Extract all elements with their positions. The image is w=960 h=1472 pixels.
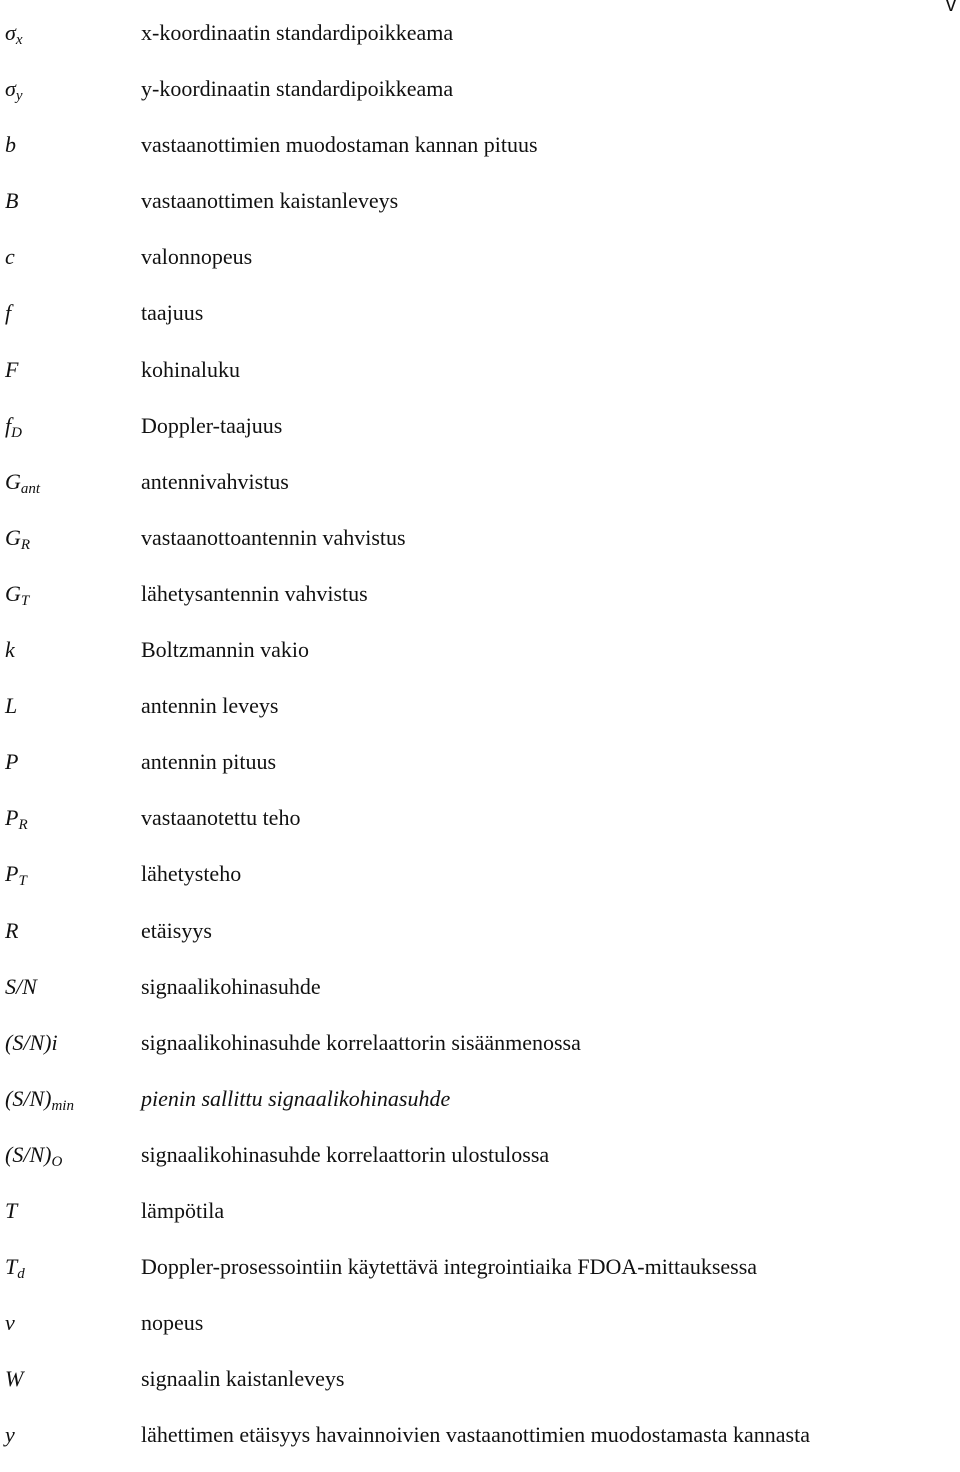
symbol-base: y [5,1422,15,1448]
symbol-base: T [5,1197,18,1223]
symbol-subscript: d [17,1266,25,1283]
symbol-description: x-koordinaatin standardipoikkeama [141,20,454,45]
symbol [5,918,18,944]
symbol-description: signaalikohinasuhde korrelaattorin sisäänmenossa [141,1029,581,1055]
symbol [5,805,28,834]
symbol-row [0,1192,960,1248]
symbol-row [0,463,960,519]
symbol-row [0,1024,960,1080]
symbol-description: vastaanottoantennin vahvistus [141,524,406,550]
symbol-description: nopeus [141,1310,204,1336]
symbol [5,693,17,719]
symbol-subscript: x [15,32,23,48]
symbol-description: lähetysantennin vahvistus [141,580,368,606]
symbol-base: G [5,524,21,550]
symbol-base: f [5,412,12,438]
symbol-row [0,126,960,182]
symbol-row [0,351,960,407]
symbol-subscript: ant [20,480,41,497]
symbol [5,1254,25,1283]
symbol-base: P [5,749,19,775]
symbol-base: L [5,693,18,719]
symbol-description: signaalikohinasuhde korrelaattorin ulostulossa [141,1141,550,1167]
symbol-description: vastaanottimen kaistanleveys [141,188,399,214]
symbol-row [0,1360,960,1416]
symbol-base: T [5,1254,18,1280]
symbol-base: k [5,637,15,663]
symbol [5,413,22,439]
symbol-row [0,1416,960,1472]
symbol [5,300,11,326]
symbol-description: lämpötila [141,1197,225,1223]
symbol-base: c [5,244,15,270]
symbol [5,1142,62,1168]
symbol-base: (S/N) [5,1141,52,1167]
symbol-row [0,799,960,855]
symbol [5,357,18,383]
symbol [5,1366,23,1392]
symbol-base: P [5,861,19,887]
symbol-row [0,743,960,799]
symbol-base: (S/N)i [5,1029,58,1055]
symbol-base: (S/N) [5,1085,52,1111]
symbol [5,861,27,890]
symbol-row [0,519,960,575]
symbol-base: R [5,917,19,943]
symbol-row [0,968,960,1024]
symbol-row [0,182,960,238]
symbol [5,525,30,551]
symbol-base: P [5,805,19,831]
symbol-description: signaalin kaistanleveys [141,1366,345,1392]
symbol-subscript: min [51,1097,74,1114]
symbol-description: Doppler-taajuus [141,412,283,438]
symbol-subscript: T [18,873,27,890]
symbol-description: signaalikohinasuhde [141,973,321,999]
symbol-description: etäisyys [141,917,212,943]
symbol-description: Doppler-prosessointiin käytettävä integrointiaika FDOA-mittauksessa [141,1254,758,1280]
symbol [5,974,37,1000]
symbol-subscript: R [20,536,31,553]
symbol-row [0,1080,960,1136]
symbol-description: taajuus [141,300,204,326]
symbol-base: v [5,1310,15,1336]
symbol [5,1030,58,1056]
symbol-row [0,1304,960,1360]
symbol-description: antennin pituus [141,749,277,775]
symbol-base: B [5,188,19,214]
symbol-base: σ [5,76,16,102]
symbol-subscript: T [20,592,30,609]
symbol-base: G [5,468,21,494]
symbol [5,132,16,158]
symbol [5,1198,17,1224]
symbol-subscript: R [18,817,28,834]
symbol-description: y-koordinaatin standardipoikkeama [141,76,454,102]
symbol-description: antennin leveys [141,693,279,719]
symbol-description: valonnopeus [141,244,253,270]
symbol-row [0,238,960,294]
symbol-base: G [5,580,21,606]
symbol [5,637,15,663]
symbol-base: σ [5,20,16,45]
symbol-description: Boltzmannin vakio [141,637,310,663]
symbol [5,20,23,46]
symbol-row [0,70,960,126]
symbol-row [0,407,960,463]
symbol-description: pienin sallittu signaalikohinasuhde [141,1085,451,1111]
symbol-row [0,631,960,687]
symbol [5,469,40,495]
symbol-description: vastaanottimien muodostaman kannan pituus [141,132,538,158]
symbol-description: lähettimen etäisyys havainnoivien vastaanottimien muodostamasta kannasta [141,1422,810,1448]
symbol-base: f [5,300,12,326]
symbol-base: b [5,132,16,158]
symbol-row [0,294,960,350]
symbol-row [0,14,960,70]
symbol [5,76,23,105]
symbol [5,1310,15,1336]
symbol [5,1422,15,1448]
symbol-subscript: y [15,88,23,105]
symbol-subscript: O [51,1153,63,1170]
symbol [5,188,18,214]
symbol-base: W [5,1366,24,1392]
symbol [5,581,29,607]
page-number: v [946,0,956,16]
symbol-subscript: D [11,424,22,441]
symbol-description: lähetysteho [141,861,242,887]
symbol-description: antennivahvistus [141,468,289,494]
symbol-row [0,687,960,743]
symbol-row [0,1248,960,1304]
symbol [5,1086,74,1112]
symbol-row [0,575,960,631]
symbol-row [0,912,960,968]
symbol-row [0,1136,960,1192]
symbol-description: vastaanotettu teho [141,805,301,831]
symbol [5,749,18,775]
symbol-row [0,855,960,911]
symbol-base: S/N [5,973,37,999]
symbol-base: F [5,356,19,382]
symbol-description: kohinaluku [141,356,240,382]
symbol [5,244,15,270]
symbol-list [0,14,960,1472]
